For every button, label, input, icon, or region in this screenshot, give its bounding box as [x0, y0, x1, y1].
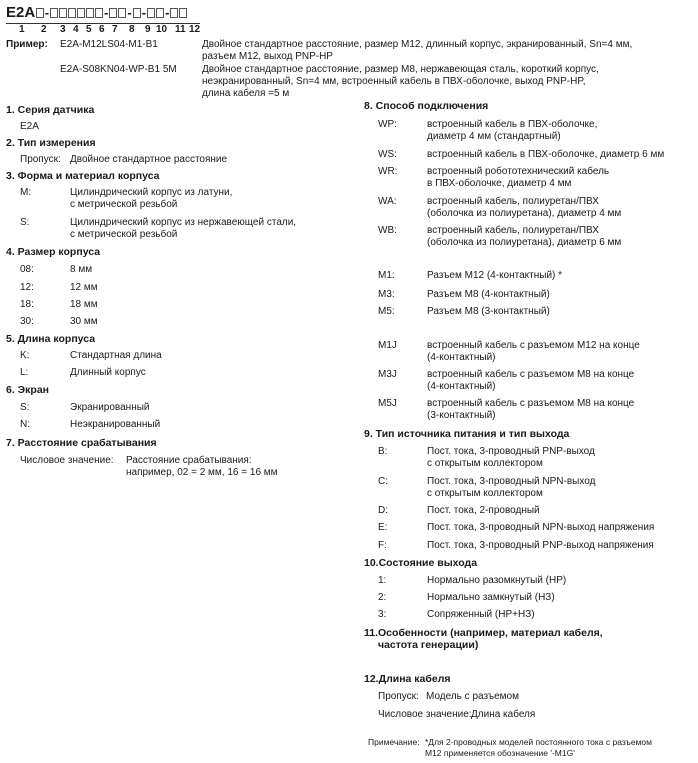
option-value: Сопряженный (НР+НЗ) — [427, 609, 535, 620]
option-value: встроенный кабель с разъемом М8 на конце — [427, 398, 635, 409]
note-label: Примечание: — [368, 737, 420, 747]
section-title: 1. Серия датчика — [6, 104, 95, 116]
position-numbers — [0, 24, 220, 36]
option-value: встроенный робототехнический кабель — [427, 166, 610, 177]
position-number: 3 — [60, 24, 66, 35]
option-value: (4-контактный) — [427, 381, 496, 392]
option-key: WP: — [378, 119, 397, 130]
position-number: 5 — [86, 24, 92, 35]
option-value: встроенный кабель в ПВХ-оболочке, диаметр 6 мм — [427, 149, 665, 160]
option-key: 12: — [20, 282, 34, 293]
option-value: Стандартная длина — [70, 350, 162, 361]
option-key: K: — [20, 350, 30, 361]
option-key: M1J — [378, 340, 397, 351]
option-value: Разъем М12 (4-контактный) * — [427, 270, 563, 281]
section-title: 3. Форма и материал корпуса — [6, 170, 160, 182]
option-value: Пост. тока, 2-проводный — [427, 505, 540, 516]
option-key: B: — [378, 446, 388, 457]
option-value: Пост. тока, 3-проводный NPN-выход напряжения — [427, 522, 655, 533]
option-key: WA: — [378, 196, 397, 207]
option-key: M1: — [378, 270, 395, 281]
option-key: D: — [378, 505, 388, 516]
option-value: Разъем М8 (3-контактный) — [427, 306, 550, 317]
option-key: 1: — [378, 575, 387, 586]
option-key: C: — [378, 476, 388, 487]
section-title: 2. Тип измерения — [6, 137, 96, 149]
example-desc-2-line2: неэкранированный, Sn=4 мм, встроенный кабель в ПВХ-оболочке, выход PNP-HP, — [202, 76, 586, 87]
option-value: 18 мм — [70, 299, 98, 310]
position-number: 12 — [189, 24, 201, 35]
position-number: 11 — [175, 24, 186, 35]
option-value: 12 мм — [70, 282, 98, 293]
section-title: 12.Длина кабеля — [364, 673, 451, 685]
option-value: встроенный кабель, полиуретан/ПВХ — [427, 225, 599, 236]
option-value: встроенный кабель с разъемом М8 на конце — [427, 369, 635, 380]
option-key: Числовое значение: — [378, 709, 472, 720]
position-number: 4 — [73, 24, 79, 35]
option-key: M5J — [378, 398, 397, 409]
option-value: с открытым коллектором — [427, 488, 543, 499]
section-title: 11.Особенности (например, материал кабеля, — [364, 627, 603, 639]
option-key: E2A — [20, 121, 39, 132]
option-value: Цилиндрический корпус из нержавеющей стали, — [70, 217, 297, 228]
note-text-line2: М12 применяется обозначение '-M1G' — [425, 748, 575, 758]
model-code-header — [6, 4, 188, 21]
position-number: 2 — [41, 24, 47, 35]
section-title: 6. Экран — [6, 384, 49, 396]
option-value: встроенный кабель в ПВХ-оболочке, — [427, 119, 598, 130]
option-value: (4-контактный) — [427, 352, 496, 363]
option-key: Пропуск: — [20, 154, 61, 165]
option-value: (оболочка из полиуретана), диаметр 4 мм — [427, 208, 622, 219]
option-key: S: — [20, 402, 30, 413]
example-code-2: E2A-S08KN04-WP-B1 5M — [60, 64, 177, 75]
option-value: Нормально разомкнутый (НР) — [427, 575, 567, 586]
position-number: 9 — [145, 24, 151, 35]
option-value: (оболочка из полиуретана), диаметр 6 мм — [427, 237, 622, 248]
model-prefix: E2A — [6, 4, 36, 21]
option-value: в ПВХ-оболочке, диаметр 4 мм — [427, 178, 572, 189]
option-value: с открытым коллектором — [427, 458, 543, 469]
option-value: Пост. тока, 3-проводный NPN-выход — [427, 476, 596, 487]
position-number: 7 — [112, 24, 118, 35]
option-key: 30: — [20, 316, 34, 327]
option-key: M: — [20, 187, 32, 198]
position-number: 8 — [129, 24, 135, 35]
option-key: S: — [20, 217, 30, 228]
option-value: 30 мм — [70, 316, 98, 327]
example-desc-2-line3: длина кабеля =5 м — [202, 88, 290, 99]
option-key: M3: — [378, 289, 395, 300]
option-key: E: — [378, 522, 388, 533]
note-text-line1: *Для 2-проводных моделей постоянного тока с разъемом — [425, 737, 653, 747]
position-number: 10 — [156, 24, 168, 35]
option-value: встроенный кабель с разъемом М12 на конце — [427, 340, 640, 351]
position-number: 1 — [19, 24, 25, 35]
example-desc-2-line1: Двойное стандартное расстояние, размер М8, нержавеющая сталь, короткий корпус, — [202, 64, 599, 75]
section-title: 9. Тип источника питания и тип выхода — [364, 428, 570, 440]
option-key: 3: — [378, 609, 387, 620]
code-position-boxes: - - - - - — [35, 4, 188, 21]
option-value: например, 02 = 2 мм, 16 = 16 мм — [126, 467, 278, 478]
option-value: Неэкранированный — [70, 419, 161, 430]
examples-label: Пример: — [6, 39, 48, 50]
option-value: Длина кабеля — [471, 709, 536, 720]
option-key: M5: — [378, 306, 395, 317]
option-value: Длинный корпус — [70, 367, 146, 378]
option-value: Нормально замкнутый (НЗ) — [427, 592, 555, 603]
section-title: 4. Размер корпуса — [6, 246, 101, 258]
option-value: 8 мм — [70, 264, 93, 275]
example-desc-1-line1: Двойное стандартное расстояние, размер М12, длинный корпус, экранированный, Sn=4 мм, — [202, 39, 633, 50]
option-value: Пост. тока, 3-проводный PNP-выход — [427, 446, 595, 457]
option-key: N: — [20, 419, 30, 430]
option-value: Пост. тока, 3-проводный PNP-выход напряжения — [427, 540, 654, 551]
option-key: Числовое значение: — [20, 455, 114, 466]
position-number: 6 — [99, 24, 105, 35]
option-value: Двойное стандартное расстояние — [70, 154, 228, 165]
option-value: Экранированный — [70, 402, 150, 413]
option-key: 18: — [20, 299, 34, 310]
section-title: 5. Длина корпуса — [6, 333, 96, 345]
option-value: с метрической резьбой — [70, 229, 178, 240]
section-title: 8. Способ подключения — [364, 100, 489, 112]
option-key: WB: — [378, 225, 397, 236]
option-key: Пропуск: — [378, 691, 419, 702]
option-value: Цилиндрический корпус из латуни, — [70, 187, 233, 198]
option-value: Расстояние срабатывания: — [126, 455, 252, 466]
option-key: M3J — [378, 369, 397, 380]
option-value: Модель с разъемом — [426, 691, 519, 702]
option-value: диаметр 4 мм (стандартный) — [427, 131, 561, 142]
option-key: 2: — [378, 592, 387, 603]
option-value: с метрической резьбой — [70, 199, 178, 210]
example-desc-1-line2: разъем М12, выход PNP-HP — [202, 51, 333, 62]
option-value: встроенный кабель, полиуретан/ПВХ — [427, 196, 599, 207]
option-key: WR: — [378, 166, 398, 177]
section-title-cont: частота генерации) — [378, 639, 479, 651]
section-title: 7. Расстояние срабатывания — [6, 437, 157, 449]
option-value: Разъем М8 (4-контактный) — [427, 289, 550, 300]
section-title: 10.Состояние выхода — [364, 557, 478, 569]
option-key: F: — [378, 540, 387, 551]
option-key: 08: — [20, 264, 34, 275]
option-key: WS: — [378, 149, 397, 160]
option-key: L: — [20, 367, 29, 378]
example-code-1: E2A-M12LS04-M1-B1 — [60, 39, 158, 50]
option-value: (3-контактный) — [427, 410, 496, 421]
